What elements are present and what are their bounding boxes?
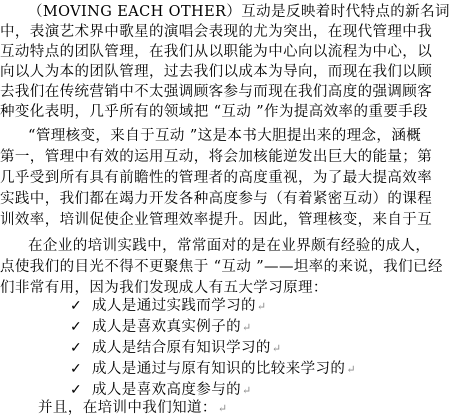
paragraph-1-line-2: 中，表演艺术界中歌星的演唱会表现的尤为突出，在现代管理中我 bbox=[0, 24, 433, 40]
paragraph-2-line-3: 几乎受到所有具有前瞻性的管理者的高度重视，为了最大提高效率 bbox=[0, 170, 433, 186]
paragraph-3-line-3: 们非常有用，因为我们发现成人有五大学习原理： bbox=[0, 280, 328, 296]
paragraph-mark-icon: ↵ bbox=[242, 384, 252, 397]
paragraph-mark-icon: ↵ bbox=[217, 402, 228, 415]
paragraph-3-line-1: 在企业的培训实践中，常常面对的是在业界颇有经验的成人， bbox=[28, 238, 431, 254]
paragraph-mark-icon: ↵ bbox=[242, 321, 252, 334]
paragraph-1-line-5: 去我们在传统营销中不太强调顾客参与而现在我们高度的强调顾客 bbox=[0, 84, 433, 100]
checkmark-bullet-icon: ✓ bbox=[70, 298, 82, 314]
paragraph-1-line-1: （MOVING EACH OTHER）互动是反映着时代特点的新名词 bbox=[28, 4, 450, 20]
paragraph-1-line-6: 种变化表明，几乎所有的领域把 “互动 ”作为提高效率的重要手段 bbox=[0, 104, 428, 120]
list-item-text: 成人是喜欢高度参与的 bbox=[92, 382, 241, 398]
list-item-text: 成人是通过与原有知识的比较来学习的 bbox=[92, 361, 346, 377]
paragraph-2-line-5: 训效率，培训促使企业管理效率提升。因此，管理核变，来自于互 bbox=[0, 212, 433, 228]
list-item-text: 成人是喜欢真实例子的 bbox=[92, 319, 241, 335]
paragraph-2-line-1: “管理核变，来自于互动 ”这是本书大胆提出来的理念，涵概 bbox=[28, 128, 422, 144]
paragraph-mark-icon: ↵ bbox=[346, 363, 356, 376]
paragraph-2-line-2: 第一，管理中有效的运用互动，将会加核能逆发出巨大的能量；第 bbox=[0, 149, 433, 165]
paragraph-1-line-3: 互动特点的团队管理，在我们从以职能为中心向以流程为中心，以 bbox=[0, 44, 433, 60]
checkmark-bullet-icon: ✓ bbox=[70, 340, 82, 356]
checkmark-bullet-icon: ✓ bbox=[70, 361, 82, 377]
list-item-text: 成人是结合原有知识学习的 bbox=[92, 340, 271, 356]
paragraph-mark-icon: ↵ bbox=[271, 342, 282, 355]
checkmark-bullet-icon: ✓ bbox=[70, 382, 82, 398]
paragraph-1-line-4: 向以人为本的团队管理，过去我们以成本为导向，而现在我们以顾 bbox=[0, 64, 433, 80]
paragraph-mark-icon: ↵ bbox=[256, 300, 267, 313]
paragraph-3-line-2: 点使我们的目光不得不更聚焦于 “互动 ”——坦率的来说，我们已经 bbox=[0, 259, 443, 275]
closing-line: 并且，在培训中我们知道： bbox=[38, 400, 217, 416]
paragraph-2-line-4: 实践中，我们都在竭力开发各种高度参与（有着紧密互动）的课程 bbox=[0, 191, 433, 207]
list-item-text: 成人是通过实践而学习的 bbox=[92, 298, 256, 314]
checkmark-bullet-icon: ✓ bbox=[70, 319, 82, 335]
